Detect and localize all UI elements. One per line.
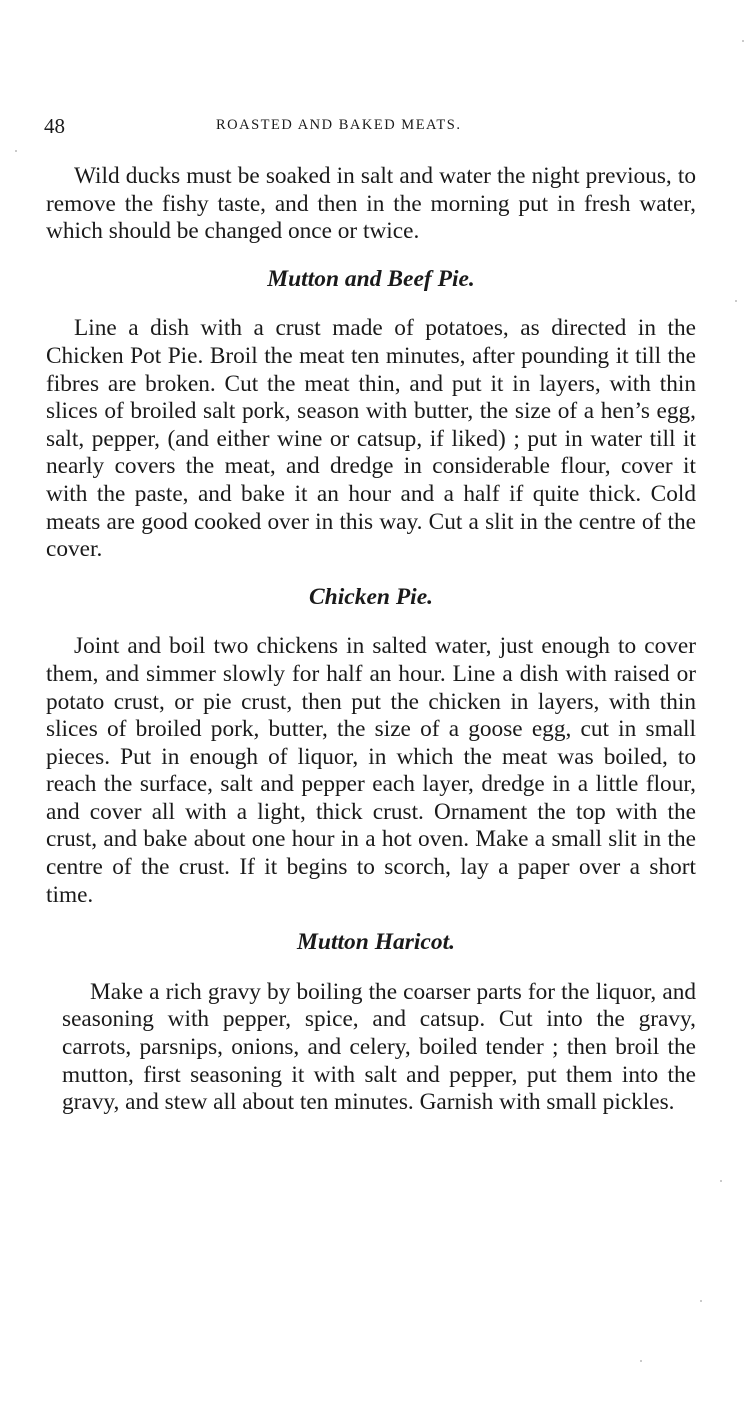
page-number: 48 [44, 114, 65, 138]
scan-speck [742, 40, 744, 42]
heading-mutton-and-beef-pie: Mutton and Beef Pie. [267, 265, 475, 292]
heading-mutton-haricot: Mutton Haricot. [296, 929, 455, 956]
running-head-title: ROASTED AND BAKED MEATS. [216, 117, 462, 133]
paragraph-chicken-pie: Joint and boil two chickens in salted water, just enough to cover them, and simmer slowly for half an hour. Line a dish with raised or potato crust, or pie crust, then put the chicken in layers, with thin slices of broiled pork, butter, the size of a goose egg, cut in small pieces. Put in enough of liquor, in which the meat was boiled, to reach the surface, salt and pepper each layer, dredge in a little flour, and cover all with a light, thick crust. Ornament the top with the crust, and bake about one hour in a hot oven. Make a small slit in the centre of the crust. If it begins to scorch, lay a paper over a short time. [46, 633, 696, 908]
scan-speck [735, 300, 737, 302]
running-head [44, 114, 694, 138]
paragraph-wild-ducks: Wild ducks must be soaked in salt and water the night previous, to remove the fishy taste, and then in the morning put in fresh water, which should be changed once or twice. [46, 163, 696, 245]
scan-speck [700, 1300, 702, 1302]
text-column [46, 163, 696, 1117]
scan-speck [640, 1360, 642, 1362]
scan-speck [720, 1180, 722, 1182]
heading-chicken-pie: Chicken Pie. [308, 583, 434, 610]
paragraph-mutton-and-beef-pie: Line a dish with a crust made of potatoes, as directed in the Chicken Pot Pie. Broil the meat ten minutes, after pounding it till the fibres are broken. Cut the meat thin, and put it in layers, with thin slices of broiled salt pork, season with butter, the size of a hen’s egg, salt, pepper, (and either wine or catsup, if liked) ; put in water till it nearly covers the meat, and dredge in considerable flour, cover it with the paste, and bake it an hour and a half if quite thick. Cold meats are good cooked over in this way. Cut a slit in the centre of the cover. [46, 315, 696, 563]
scan-speck [15, 150, 17, 152]
paragraph-mutton-haricot: Make a rich gravy by boiling the coarser parts for the liquor, and seasoning with pepper, spice, and catsup. Cut into the gravy, carrots, parsnips, onions, and celery, boiled tender ; then broil the mutton, first seasoning it with salt and pepper, put them into the gravy, and stew all about ten minutes. Garnish with small pickles. [62, 978, 696, 1116]
